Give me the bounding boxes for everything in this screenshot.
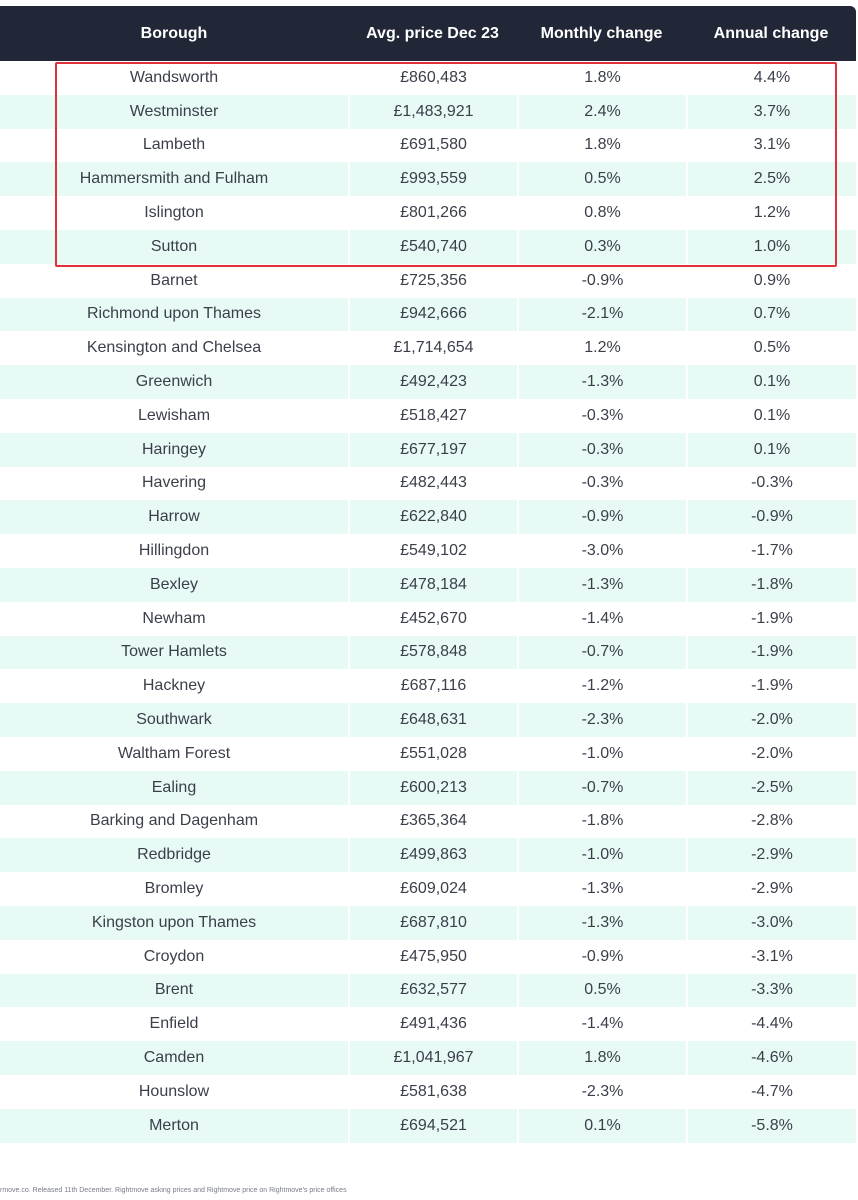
cell-borough: Merton <box>0 1109 348 1143</box>
cell-monthly-change: -0.9% <box>517 940 686 974</box>
table-row <box>0 399 856 433</box>
cell-borough: Camden <box>0 1041 348 1075</box>
cell-avg-price: £687,810 <box>348 906 517 940</box>
cell-borough: Kensington and Chelsea <box>86 339 262 357</box>
table-row <box>0 433 856 467</box>
cell-borough: Waltham Forest <box>117 744 231 762</box>
cell-avg-price: £365,364 <box>348 805 517 839</box>
cell-annual-change: 3.1% <box>686 129 856 163</box>
cell-borough: Newham <box>142 609 206 627</box>
cell-borough: Ealing <box>0 771 348 805</box>
cell-monthly-change: -1.0% <box>517 737 686 771</box>
cell-annual-change: 0.9% <box>686 264 856 298</box>
table-row <box>0 602 856 636</box>
header-avg-price: Avg. price Dec 23 <box>366 24 499 42</box>
cell-avg-price: £518,427 <box>348 399 517 433</box>
table-row <box>0 636 856 670</box>
cell-annual-change: -2.9% <box>686 838 856 872</box>
cell-monthly-change: -1.3% <box>517 906 686 940</box>
cell-monthly-change: -1.8% <box>517 805 686 839</box>
cell-annual-change: -1.9% <box>686 636 856 670</box>
table-row <box>0 703 856 737</box>
cell-annual-change: -3.1% <box>686 940 856 974</box>
cell-monthly-change: 1.2% <box>517 331 686 365</box>
cell-annual-change: 0.5% <box>686 331 856 365</box>
table-row <box>0 771 856 805</box>
cell-monthly-change: -3.0% <box>517 534 686 568</box>
cell-avg-price: £648,631 <box>348 703 517 737</box>
cell-borough: Enfield <box>149 1015 199 1033</box>
cell-monthly-change: -1.3% <box>517 365 686 399</box>
cell-annual-change: -2.0% <box>686 703 856 737</box>
cell-annual-change: -3.0% <box>686 906 856 940</box>
cell-borough: Hillingdon <box>138 542 210 560</box>
cell-borough: Westminster <box>0 95 348 129</box>
cell-avg-price: £482,443 <box>348 467 517 501</box>
table-header <box>0 6 856 61</box>
cell-avg-price: £694,521 <box>348 1109 517 1143</box>
table-row <box>0 1041 856 1075</box>
cell-borough: Havering <box>141 474 207 492</box>
cell-annual-change: -2.8% <box>686 805 856 839</box>
cell-avg-price: £1,483,921 <box>348 95 517 129</box>
cell-monthly-change: 0.5% <box>517 974 686 1008</box>
cell-monthly-change: -2.3% <box>517 703 686 737</box>
table-row <box>0 230 856 264</box>
cell-avg-price: £632,577 <box>348 974 517 1008</box>
cell-monthly-change: -1.0% <box>517 838 686 872</box>
table-row <box>0 298 856 332</box>
cell-avg-price: £551,028 <box>348 737 517 771</box>
cell-annual-change: -2.0% <box>686 737 856 771</box>
cell-annual-change: -4.7% <box>686 1075 856 1109</box>
table-row <box>0 669 856 703</box>
cell-avg-price: £942,666 <box>348 298 517 332</box>
cell-annual-change: 4.4% <box>686 61 856 95</box>
cell-annual-change: -3.3% <box>686 974 856 1008</box>
cell-avg-price: £677,197 <box>348 433 517 467</box>
cell-monthly-change: -0.3% <box>517 467 686 501</box>
cell-monthly-change: -1.4% <box>517 602 686 636</box>
cell-avg-price: £993,559 <box>348 162 517 196</box>
cell-avg-price: £801,266 <box>348 196 517 230</box>
cell-annual-change: 0.7% <box>686 298 856 332</box>
cell-annual-change: 0.1% <box>686 365 856 399</box>
table-body <box>0 61 856 1143</box>
cell-borough: Tower Hamlets <box>0 636 348 670</box>
cell-avg-price: £475,950 <box>348 940 517 974</box>
cell-monthly-change: 0.5% <box>517 162 686 196</box>
cell-avg-price: £622,840 <box>348 500 517 534</box>
cell-borough: Bromley <box>144 880 204 898</box>
cell-monthly-change: 0.3% <box>517 230 686 264</box>
cell-avg-price: £1,714,654 <box>348 331 517 365</box>
cell-monthly-change: -0.9% <box>517 264 686 298</box>
table-row <box>0 1007 856 1041</box>
cell-monthly-change: -0.3% <box>517 399 686 433</box>
cell-annual-change: 2.5% <box>686 162 856 196</box>
table-row <box>0 940 856 974</box>
cell-annual-change: -1.7% <box>686 534 856 568</box>
table-row <box>0 196 856 230</box>
cell-monthly-change: -0.7% <box>517 636 686 670</box>
cell-borough: Southwark <box>0 703 348 737</box>
cell-borough: Redbridge <box>0 838 348 872</box>
cell-annual-change: -0.9% <box>686 500 856 534</box>
cell-borough: Brent <box>0 974 348 1008</box>
cell-borough: Haringey <box>0 433 348 467</box>
cell-avg-price: £860,483 <box>348 61 517 95</box>
cell-borough: Kingston upon Thames <box>0 906 348 940</box>
cell-monthly-change: 1.8% <box>517 129 686 163</box>
cell-annual-change: -2.9% <box>686 872 856 906</box>
cell-monthly-change: -1.4% <box>517 1007 686 1041</box>
cell-monthly-change: -1.2% <box>517 669 686 703</box>
cell-borough: Hammersmith and Fulham <box>0 162 348 196</box>
cell-monthly-change: 2.4% <box>517 95 686 129</box>
cell-annual-change: -1.9% <box>686 602 856 636</box>
cell-avg-price: £687,116 <box>348 669 517 703</box>
cell-avg-price: £540,740 <box>348 230 517 264</box>
cell-avg-price: £492,423 <box>348 365 517 399</box>
table-row <box>0 534 856 568</box>
header-monthly-change: Monthly change <box>540 24 663 42</box>
cell-annual-change: -4.6% <box>686 1041 856 1075</box>
cell-avg-price: £691,580 <box>348 129 517 163</box>
cell-avg-price: £491,436 <box>348 1007 517 1041</box>
cell-avg-price: £452,670 <box>348 602 517 636</box>
cell-annual-change: 3.7% <box>686 95 856 129</box>
borough-price-table <box>0 6 856 1143</box>
cell-annual-change: 0.1% <box>686 399 856 433</box>
table-row <box>0 331 856 365</box>
cell-borough: Wandsworth <box>129 68 219 86</box>
cell-annual-change: -1.9% <box>686 669 856 703</box>
cell-monthly-change: -1.3% <box>517 568 686 602</box>
cell-annual-change: -0.3% <box>686 467 856 501</box>
table-row <box>0 61 856 95</box>
cell-annual-change: 0.1% <box>686 433 856 467</box>
cell-borough: Islington <box>144 204 204 222</box>
table-row <box>0 1075 856 1109</box>
cell-annual-change: -1.8% <box>686 568 856 602</box>
table-row <box>0 500 856 534</box>
footnote: rmove.co. Released 11th December. Rightmove asking prices and Rightmove price on Rightmove's price offices <box>0 1187 347 1194</box>
cell-borough: Richmond upon Thames <box>0 298 348 332</box>
cell-monthly-change: -2.3% <box>517 1075 686 1109</box>
cell-borough: Harrow <box>0 500 348 534</box>
cell-avg-price: £581,638 <box>348 1075 517 1109</box>
cell-avg-price: £549,102 <box>348 534 517 568</box>
table-row <box>0 906 856 940</box>
cell-monthly-change: 0.8% <box>517 196 686 230</box>
table-row <box>0 872 856 906</box>
cell-annual-change: -5.8% <box>686 1109 856 1143</box>
table-row <box>0 95 856 129</box>
table-row <box>0 467 856 501</box>
table-row <box>0 365 856 399</box>
table-row <box>0 162 856 196</box>
cell-borough: Hounslow <box>138 1082 210 1100</box>
cell-annual-change: -4.4% <box>686 1007 856 1041</box>
table-row <box>0 129 856 163</box>
cell-borough: Greenwich <box>0 365 348 399</box>
cell-avg-price: £478,184 <box>348 568 517 602</box>
cell-annual-change: -2.5% <box>686 771 856 805</box>
header-annual-change: Annual change <box>713 24 829 42</box>
cell-borough: Croydon <box>143 947 205 965</box>
table-row <box>0 838 856 872</box>
cell-annual-change: 1.2% <box>686 196 856 230</box>
table-row <box>0 264 856 298</box>
cell-monthly-change: -0.7% <box>517 771 686 805</box>
cell-borough: Lambeth <box>142 136 206 154</box>
cell-monthly-change: -1.3% <box>517 872 686 906</box>
cell-borough: Hackney <box>142 677 206 695</box>
cell-avg-price: £1,041,967 <box>348 1041 517 1075</box>
table-row <box>0 1109 856 1143</box>
table-row <box>0 805 856 839</box>
table-row <box>0 974 856 1008</box>
cell-avg-price: £499,863 <box>348 838 517 872</box>
table-row <box>0 568 856 602</box>
cell-borough: Lewisham <box>137 406 211 424</box>
cell-avg-price: £600,213 <box>348 771 517 805</box>
cell-borough: Sutton <box>0 230 348 264</box>
cell-avg-price: £725,356 <box>348 264 517 298</box>
cell-monthly-change: -2.1% <box>517 298 686 332</box>
cell-annual-change: 1.0% <box>686 230 856 264</box>
cell-monthly-change: 1.8% <box>517 1041 686 1075</box>
cell-avg-price: £609,024 <box>348 872 517 906</box>
cell-borough: Barnet <box>150 271 198 289</box>
header-borough: Borough <box>140 24 208 42</box>
cell-borough: Barking and Dagenham <box>89 812 259 830</box>
cell-borough: Bexley <box>0 568 348 602</box>
cell-monthly-change: -0.3% <box>517 433 686 467</box>
cell-avg-price: £578,848 <box>348 636 517 670</box>
cell-monthly-change: -0.9% <box>517 500 686 534</box>
cell-monthly-change: 1.8% <box>517 61 686 95</box>
table-row <box>0 737 856 771</box>
cell-monthly-change: 0.1% <box>517 1109 686 1143</box>
